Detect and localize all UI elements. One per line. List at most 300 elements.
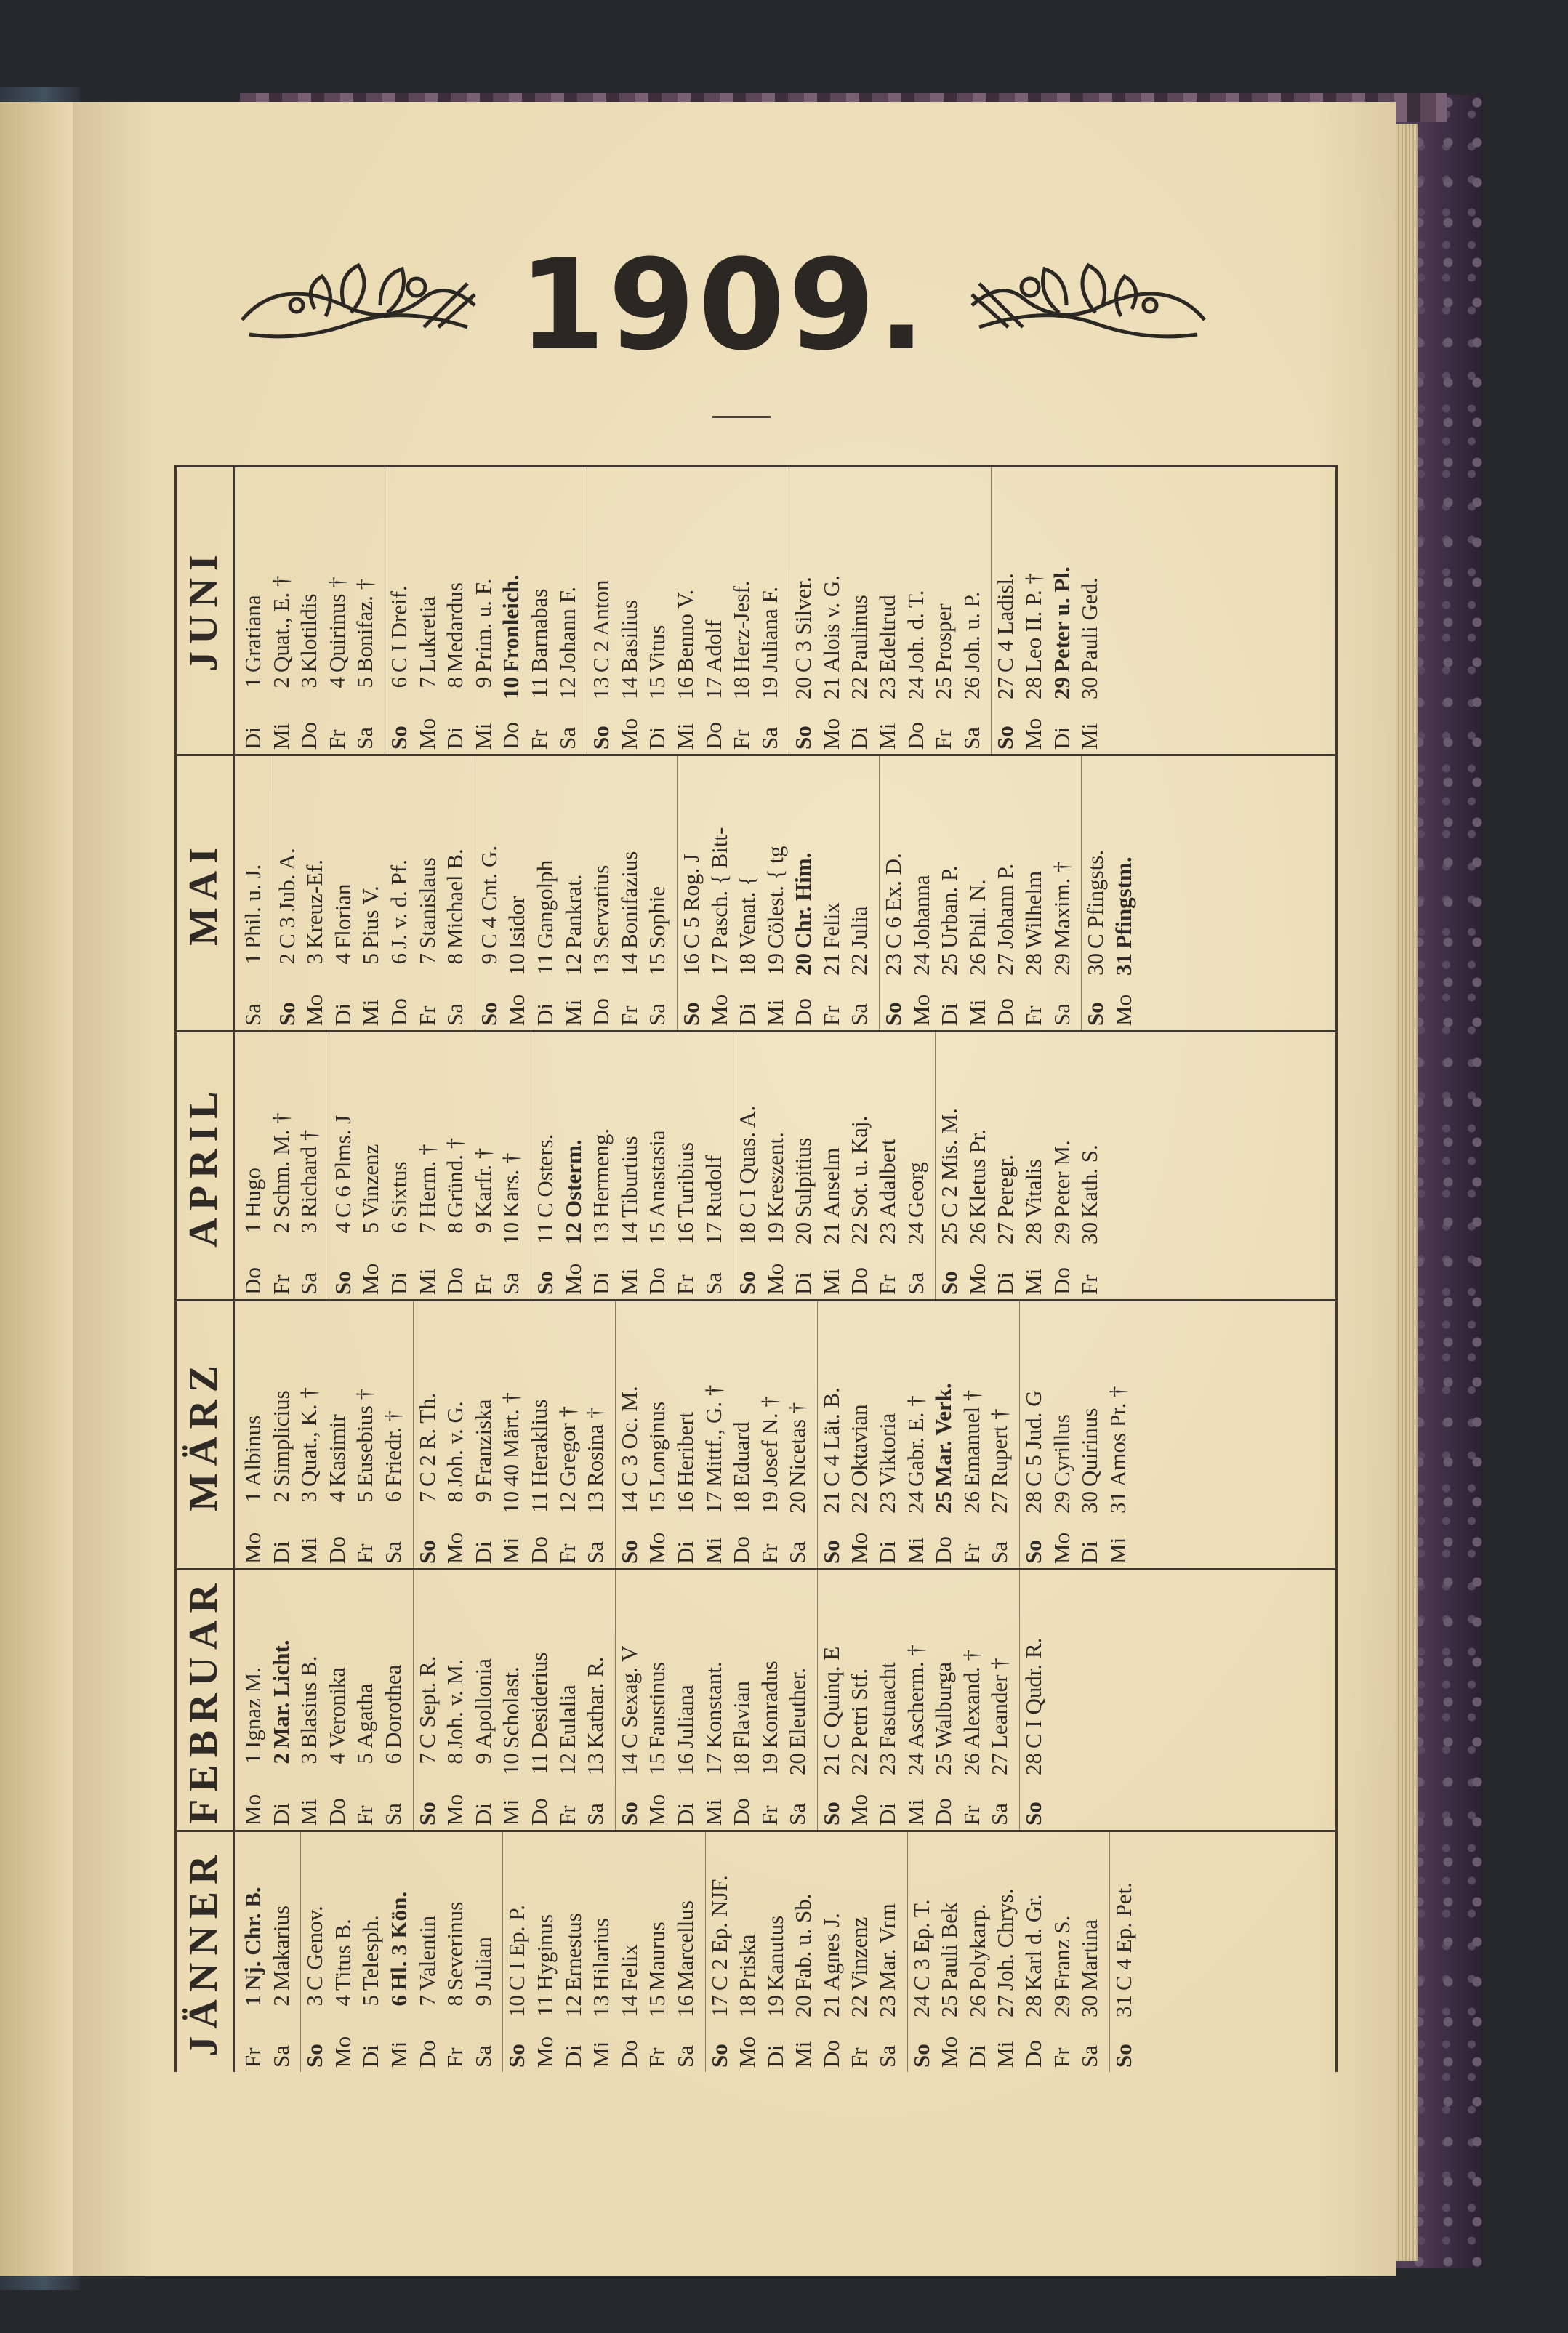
saint-name: Medardus — [442, 582, 468, 672]
day-number: 3 — [296, 1753, 322, 1764]
day-number: 19 — [756, 677, 782, 699]
weekday: Mi — [1104, 1537, 1130, 1564]
saint-name: Mar. Vrm — [875, 1903, 901, 1991]
weekday: Sa — [268, 2045, 294, 2068]
month-name: APRIL — [174, 1032, 235, 1299]
day-number: 20 — [790, 1222, 816, 1245]
day-number: 9 — [470, 1995, 496, 2007]
day-number: 13 — [588, 953, 614, 976]
day-number: 3 — [302, 1995, 328, 2007]
saint-name: Dorothea — [379, 1664, 406, 1748]
saint-name: 40 Märt. † — [498, 1392, 524, 1487]
weekday: Fr — [554, 1805, 580, 1826]
day-number: 18 — [734, 1222, 760, 1245]
day-number: 11 — [531, 953, 558, 975]
day-number: 14 — [616, 953, 642, 976]
day-number: 2 — [268, 1491, 294, 1503]
weekday: Di — [470, 1803, 496, 1826]
day-number: 16 — [672, 1491, 698, 1514]
weekday: So — [790, 726, 816, 750]
weekday: Sa — [846, 1003, 872, 1026]
saint-name: Fronleich. — [498, 574, 524, 672]
weekday: Mi — [498, 1799, 524, 1826]
saint-name: Florian — [329, 883, 355, 949]
weekday: Mo — [442, 1794, 468, 1826]
ornament-right-icon — [965, 254, 1212, 356]
saint-name: Herz-Jesf. — [728, 580, 755, 672]
weekday: Mo — [240, 1794, 265, 1826]
weekday: Di — [875, 1541, 901, 1564]
day-number: 9 — [470, 1222, 496, 1234]
weekday: Do — [700, 722, 726, 750]
saint-name: Servatius — [588, 864, 614, 949]
weekday: Di — [846, 727, 872, 750]
weekday: Do — [526, 1798, 552, 1826]
saint-name: Kasimir — [323, 1414, 350, 1487]
day-number: 31 — [1110, 1995, 1136, 2017]
weekday: Sa — [958, 727, 984, 750]
weekday: Sa — [986, 1541, 1013, 1564]
saint-name: Joh. u. P. — [958, 591, 984, 672]
day-number: 26 — [964, 953, 990, 976]
weekday: Mo — [964, 1263, 990, 1295]
day-number: 24 — [902, 1753, 928, 1775]
saint-name: Joh. Chrys. — [992, 1888, 1018, 1991]
weekday: Fr — [1077, 1274, 1103, 1295]
weekday: Di — [470, 1541, 496, 1564]
weekday: So — [302, 2044, 328, 2068]
saint-name: Peter M. — [1048, 1140, 1074, 1218]
saint-name: C 2 Mis. M. — [936, 1108, 962, 1218]
day-number: 29 — [1048, 677, 1074, 699]
saint-name: Juliana — [672, 1685, 698, 1748]
day-number: 16 — [672, 677, 698, 699]
weekday: Do — [526, 1536, 552, 1564]
weekday: So — [706, 2044, 732, 2068]
day-number: 6 — [379, 1753, 406, 1764]
weekday: Do — [930, 1798, 957, 1826]
saint-name: Kletus Pr. — [964, 1128, 990, 1218]
weekday: Fr — [818, 1005, 844, 1026]
day-number: 6 — [385, 1995, 411, 2007]
day-number: 11 — [531, 1222, 558, 1244]
saint-name: J. v. d. Pf. — [385, 859, 411, 949]
day-number: 17 — [706, 953, 732, 976]
weekday: Di — [734, 1003, 760, 1026]
saint-name: Prosper — [930, 603, 957, 672]
saint-name: Tiburtius — [616, 1136, 642, 1218]
day-number: 30 — [1082, 953, 1109, 976]
day-number: 5 — [352, 1491, 378, 1503]
weekday: Mo — [560, 1263, 586, 1295]
day-number: 24 — [902, 1491, 928, 1514]
saint-name: C 4 Ladisl. — [992, 573, 1018, 672]
saint-name: Cölest. { tg — [762, 846, 788, 949]
weekday: Fr — [414, 1005, 440, 1026]
day-number: 21 — [818, 953, 844, 976]
weekday: Mi — [875, 723, 901, 750]
weekday: Sa — [986, 1803, 1013, 1826]
day-number: 11 — [526, 677, 552, 699]
day-number: 21 — [818, 1753, 844, 1775]
saint-name: Ascherm. † — [902, 1645, 928, 1748]
day-number: 22 — [846, 1222, 872, 1245]
saint-name: Johanna — [908, 875, 934, 949]
day-number: 1 — [240, 1753, 265, 1764]
saint-name: Agatha — [352, 1683, 378, 1748]
saint-name: Heraklius — [526, 1399, 552, 1487]
saint-name: Fab. u. Sb. — [790, 1893, 816, 1991]
day-number: 14 — [616, 1491, 642, 1514]
saint-name: Schm. M. † — [268, 1112, 294, 1218]
weekday: So — [734, 1271, 760, 1295]
day-number: 23 — [875, 1753, 901, 1775]
weekday: Mi — [616, 1268, 642, 1295]
day-number: 13 — [582, 1753, 608, 1775]
day-number: 26 — [964, 1995, 990, 2017]
weekday: Mi — [964, 999, 990, 1026]
weekday: So — [329, 1271, 355, 1295]
day-number: 30 — [1077, 1995, 1103, 2017]
day-number: 8 — [442, 677, 468, 688]
weekday: So — [385, 726, 411, 750]
weekday: Mi — [902, 1799, 928, 1826]
saint-name: Veronika — [323, 1667, 350, 1748]
weekday: Mo — [504, 994, 530, 1026]
saint-name: C I Quas. A. — [734, 1105, 760, 1218]
day-number: 17 — [706, 1995, 732, 2017]
saint-name: C Genov. — [302, 1906, 328, 1991]
saint-name: Alexand. † — [958, 1649, 984, 1748]
saint-name: Urban. P. — [936, 865, 962, 949]
day-number: 22 — [846, 953, 872, 976]
saint-name: Kars. † — [498, 1152, 524, 1218]
year-title: 1909. — [518, 232, 929, 378]
day-number: 20 — [784, 1753, 811, 1775]
day-number: 19 — [762, 1995, 788, 2017]
saint-name: C 6 Ex. D. — [880, 853, 906, 949]
saint-name: Konradus — [756, 1661, 782, 1748]
saint-name: Heribert — [672, 1411, 698, 1487]
weekday: Di — [875, 1803, 901, 1826]
weekday: Sa — [1077, 2045, 1103, 2068]
saint-name: Gangolph — [531, 859, 558, 949]
day-number: 26 — [964, 1222, 990, 1245]
day-number: 20 — [784, 1491, 811, 1514]
weekday: Di — [385, 1272, 411, 1295]
day-number: 23 — [875, 1222, 901, 1245]
saint-name: Makarius — [268, 1905, 294, 1991]
day-number: 2 — [268, 1753, 294, 1764]
day-number: 10 — [498, 1491, 524, 1514]
weekday: Fr — [644, 2047, 670, 2068]
saint-name: Pasch. { Bitt- — [706, 827, 732, 949]
weekday: So — [1110, 2044, 1136, 2068]
weekday: So — [414, 1540, 440, 1564]
saint-name: Franz S. — [1048, 1915, 1074, 1991]
day-number: 10 — [498, 1753, 524, 1775]
saint-name: Josef N. † — [756, 1396, 782, 1487]
day-number: 25 — [930, 1491, 957, 1514]
day-number: 14 — [616, 1995, 642, 2017]
weekday: Sa — [902, 1272, 928, 1295]
saint-name: Quat., K. † — [296, 1387, 322, 1487]
weekday: Sa — [1048, 1003, 1074, 1026]
day-number: 8 — [442, 1995, 468, 2007]
day-number: 15 — [644, 953, 670, 976]
day-number: 15 — [644, 1995, 670, 2017]
day-number: 1 — [240, 1491, 265, 1503]
saint-name: Apollonia — [470, 1658, 496, 1748]
day-number: 7 — [414, 953, 440, 965]
weekday: So — [908, 2044, 934, 2068]
saint-name: Michael B. — [442, 848, 468, 949]
saint-name: Hyginus — [531, 1914, 558, 1991]
day-number: 7 — [414, 677, 440, 688]
weekday: Sa — [582, 1803, 608, 1826]
month-name: MÄRZ — [174, 1301, 235, 1568]
day-number: 27 — [992, 677, 1018, 699]
day-number: 11 — [526, 1753, 552, 1775]
saint-name: Franziska — [470, 1399, 496, 1487]
saint-name: Telesph. — [358, 1915, 384, 1991]
day-number: 17 — [700, 1753, 726, 1775]
weekday: Sa — [442, 1003, 468, 1026]
saint-name: Peter u. Pl. — [1048, 566, 1074, 672]
saint-name: Kanutus — [762, 1915, 788, 1991]
day-number: 19 — [762, 1222, 788, 1245]
weekday: Di — [588, 1272, 614, 1295]
weekday: Di — [268, 1803, 294, 1826]
saint-name: Pauli Ged. — [1077, 577, 1103, 672]
weekday: Do — [930, 1536, 957, 1564]
weekday: Fr — [1048, 2047, 1074, 2068]
saint-name: Bonifazius — [616, 851, 642, 949]
day-number: 28 — [1021, 1995, 1047, 2017]
day-number: 28 — [1021, 953, 1047, 976]
saint-name: Gratiana — [240, 595, 265, 672]
weekday: Mo — [908, 994, 934, 1026]
day-number: 27 — [992, 1995, 1018, 2017]
weekday: Fr — [323, 729, 350, 750]
day-number: 9 — [470, 1491, 496, 1503]
weekday: Di — [644, 727, 670, 750]
weekday: Do — [442, 1267, 468, 1295]
saint-name: Joh. d. T. — [902, 590, 928, 672]
day-number: 5 — [358, 1995, 384, 2007]
day-number: 21 — [818, 1222, 844, 1245]
weekday: Do — [616, 2040, 642, 2068]
saint-name: Georg — [902, 1162, 928, 1218]
weekday: So — [414, 1802, 440, 1826]
weekday: Di — [442, 727, 468, 750]
month-name: JÄNNER — [174, 1832, 235, 2072]
weekday: Mi — [414, 1268, 440, 1295]
weekday: Mo — [1021, 718, 1047, 750]
month-name: MAI — [174, 756, 235, 1030]
saint-name: Eusebius † — [352, 1388, 378, 1487]
day-number: 5 — [352, 677, 378, 688]
day-number: 12 — [560, 1995, 586, 2017]
day-number: 18 — [728, 1491, 755, 1514]
day-number: 13 — [588, 1995, 614, 2017]
weekday: Mo — [1110, 994, 1136, 1026]
saint-name: Herm. † — [414, 1144, 440, 1218]
saint-name: Richard † — [296, 1129, 322, 1218]
weekday: Sa — [784, 1803, 811, 1826]
saint-name: Polykarp. — [964, 1903, 990, 1991]
day-number: 3 — [296, 1222, 322, 1234]
day-number: 9 — [475, 953, 502, 965]
saint-name: Walburga — [930, 1661, 957, 1748]
weekday: Sa — [700, 1272, 726, 1295]
saint-name: Adolf — [700, 619, 726, 672]
saint-name: Peregr. — [992, 1155, 1018, 1218]
day-number: 11 — [526, 1491, 552, 1513]
weekday: So — [616, 1540, 642, 1564]
day-number: 6 — [385, 953, 411, 965]
weekday: So — [273, 1002, 299, 1026]
day-number: 19 — [756, 1753, 782, 1775]
calendar-frame — [174, 465, 1338, 2072]
day-number: 26 — [958, 1491, 984, 1514]
weekday: Do — [498, 722, 524, 750]
weekday: Sa — [784, 1541, 811, 1564]
day-number: 5 — [358, 953, 384, 965]
weekday: Di — [672, 1803, 698, 1826]
day-number: 20 — [790, 953, 816, 976]
saint-name: C 2 Ep. NJF. — [706, 1875, 732, 1991]
saint-name: Nj. Chr. B. — [240, 1887, 265, 1991]
saint-name: Titus B. — [329, 1919, 355, 1991]
weekday: So — [678, 1002, 704, 1026]
day-number: 18 — [728, 1753, 755, 1775]
saint-name: Pius V. — [358, 886, 384, 949]
saint-name: Albinus — [240, 1415, 265, 1487]
weekday: Di — [964, 2045, 990, 2068]
weekday: So — [1082, 1002, 1109, 1026]
day-number: 25 — [930, 1753, 957, 1775]
saint-name: Pfingstm. — [1110, 856, 1136, 949]
saint-name: Quat., E. † — [268, 575, 294, 672]
saint-name: Isidor — [504, 896, 530, 949]
weekday: Fr — [672, 1274, 698, 1295]
saint-name: C 4 Cnt. G. — [475, 845, 502, 949]
saint-name: C Quinq. E — [818, 1646, 844, 1748]
day-number: 1 — [240, 953, 265, 965]
day-number: 13 — [588, 677, 614, 699]
day-number: 25 — [936, 953, 962, 976]
saint-name: Mar. Licht. — [268, 1639, 294, 1748]
saint-name: C Osters. — [531, 1133, 558, 1218]
weekday: Do — [1048, 1267, 1074, 1295]
saint-name: Julia — [846, 906, 872, 949]
weekday: Mi — [358, 999, 384, 1026]
weekday: Fr — [240, 2047, 265, 2068]
weekday: Do — [240, 1267, 265, 1295]
day-number: 29 — [1048, 1222, 1074, 1245]
saint-name: Sulpitius — [790, 1137, 816, 1218]
day-number: 3 — [296, 1491, 322, 1503]
saint-name: Gregor † — [554, 1405, 580, 1487]
saint-name: Benno V. — [672, 589, 698, 672]
day-number: 10 — [498, 677, 524, 699]
day-number: 4 — [329, 1995, 355, 2007]
day-number: 29 — [1048, 953, 1074, 976]
saint-name: Joh. v. M. — [442, 1659, 468, 1748]
saint-name: Fastnacht — [875, 1662, 901, 1748]
day-number: 13 — [588, 1222, 614, 1245]
weekday: Mi — [588, 2041, 614, 2068]
saint-name: Desiderius — [526, 1652, 552, 1748]
day-number: 15 — [644, 677, 670, 699]
day-number: 27 — [986, 1491, 1013, 1514]
saint-name: Valentin — [414, 1915, 440, 1991]
day-number: 20 — [790, 1995, 816, 2017]
day-number: 11 — [531, 1995, 558, 2017]
weekday: So — [992, 726, 1018, 750]
weekday: Mo — [531, 2036, 558, 2068]
saint-name: Sot. u. Kaj. — [846, 1115, 872, 1218]
weekday: Mo — [240, 1532, 265, 1564]
weekday: Sa — [296, 1272, 322, 1295]
day-number: 17 — [700, 677, 726, 699]
saint-name: Osterm. — [560, 1139, 586, 1218]
saint-name: Eduard — [728, 1421, 755, 1487]
weekday: Do — [728, 1798, 755, 1826]
day-number: 5 — [352, 1753, 378, 1764]
weekday: Di — [358, 2045, 384, 2068]
weekday: Do — [414, 2040, 440, 2068]
day-number: 7 — [414, 1222, 440, 1234]
day-number: 22 — [846, 1995, 872, 2017]
weekday: Mi — [268, 723, 294, 750]
saint-name: Sophie — [644, 886, 670, 949]
saint-name: Juliana F. — [756, 586, 782, 672]
weekday: So — [531, 1271, 558, 1295]
weekday: Mi — [498, 1537, 524, 1564]
weekday: Di — [992, 1272, 1018, 1295]
weekday: Mo — [846, 1794, 872, 1826]
day-number: 22 — [846, 677, 872, 699]
saint-name: C 4 Ep. Pet. — [1110, 1882, 1136, 1991]
saint-name: C 5 Jud. G — [1021, 1390, 1047, 1487]
saint-name: Hl. 3 Kön. — [385, 1891, 411, 1991]
saint-name: C 6 Plms. J — [329, 1115, 355, 1218]
weekday: Di — [560, 2045, 586, 2068]
saint-name: C 2 Anton — [588, 579, 614, 672]
weekday: Fr — [268, 1274, 294, 1295]
saint-name: Paulinus — [846, 595, 872, 672]
saint-name: C I Qudr. R. — [1021, 1637, 1047, 1748]
saint-name: Hugo — [240, 1168, 265, 1218]
day-number: 10 — [504, 1995, 530, 2017]
weekday: Mo — [762, 1263, 788, 1295]
day-number: 3 — [296, 677, 322, 688]
saint-name: Lukretia — [414, 595, 440, 672]
saint-name: Rudolf — [700, 1155, 726, 1218]
weekday: Fr — [930, 729, 957, 750]
title-row — [240, 232, 1207, 378]
saint-name: C I Dreif. — [385, 585, 411, 672]
weekday: Di — [531, 1003, 558, 1026]
day-number: 15 — [644, 1222, 670, 1245]
weekday: Fr — [470, 1274, 496, 1295]
saint-name: Amos Pr. † — [1104, 1386, 1130, 1487]
weekday: So — [818, 1802, 844, 1826]
weekday: Fr — [756, 1543, 782, 1564]
weekday: Mo — [818, 718, 844, 750]
